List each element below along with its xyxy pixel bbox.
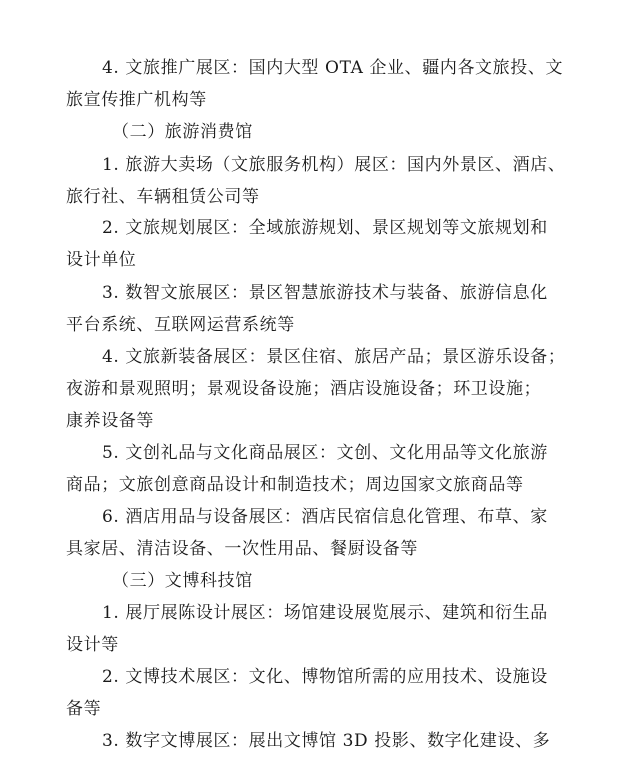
text-line: 夜游和景观照明；景观设备设施；酒店设施设备；环卫设施； xyxy=(66,379,542,399)
text-line: 设计单位 xyxy=(66,250,137,270)
text-line: 5. 文创礼品与文化商品展区：文创、文化用品等文化旅游 xyxy=(102,443,548,463)
text-line: 平台系统、互联网运营系统等 xyxy=(66,315,295,335)
text-line: 具家居、清洁设备、一次性用品、餐厨设备等 xyxy=(66,539,418,559)
text-line: 康养设备等 xyxy=(66,411,154,431)
text-line: 3. 数字文博展区：展出文博馆 3D 投影、数字化建设、多 xyxy=(102,731,551,751)
text-line: 旅宣传推广机构等 xyxy=(66,90,207,110)
text-line: 设计等 xyxy=(66,635,119,655)
text-line: 4. 文旅推广展区：国内大型 OTA 企业、疆内各文旅投、文 xyxy=(102,58,564,78)
text-line: 6. 酒店用品与设备展区：酒店民宿信息化管理、布草、家 xyxy=(102,507,548,527)
text-line: 备等 xyxy=(66,699,102,719)
text-line: 2. 文博技术展区：文化、博物馆所需的应用技术、设施设 xyxy=(102,667,548,687)
section-heading: （二）旅游消费馆 xyxy=(112,122,253,142)
text-line: 4. 文旅新装备展区：景区住宿、旅居产品；景区游乐设备； xyxy=(102,347,566,367)
section-heading: （三）文博科技馆 xyxy=(112,571,253,591)
text-line: 旅行社、车辆租赁公司等 xyxy=(66,187,260,207)
text-line: 1. 旅游大卖场（文旅服务机构）展区：国内外景区、酒店、 xyxy=(102,155,566,175)
text-line: 商品；文旅创意商品设计和制造技术；周边国家文旅商品等 xyxy=(66,475,524,495)
text-line: 2. 文旅规划展区：全域旅游规划、景区规划等文旅规划和 xyxy=(102,218,548,238)
text-line: 1. 展厅展陈设计展区：场馆建设展览展示、建筑和衍生品 xyxy=(102,603,548,623)
text-line: 3. 数智文旅展区：景区智慧旅游技术与装备、旅游信息化 xyxy=(102,283,548,303)
